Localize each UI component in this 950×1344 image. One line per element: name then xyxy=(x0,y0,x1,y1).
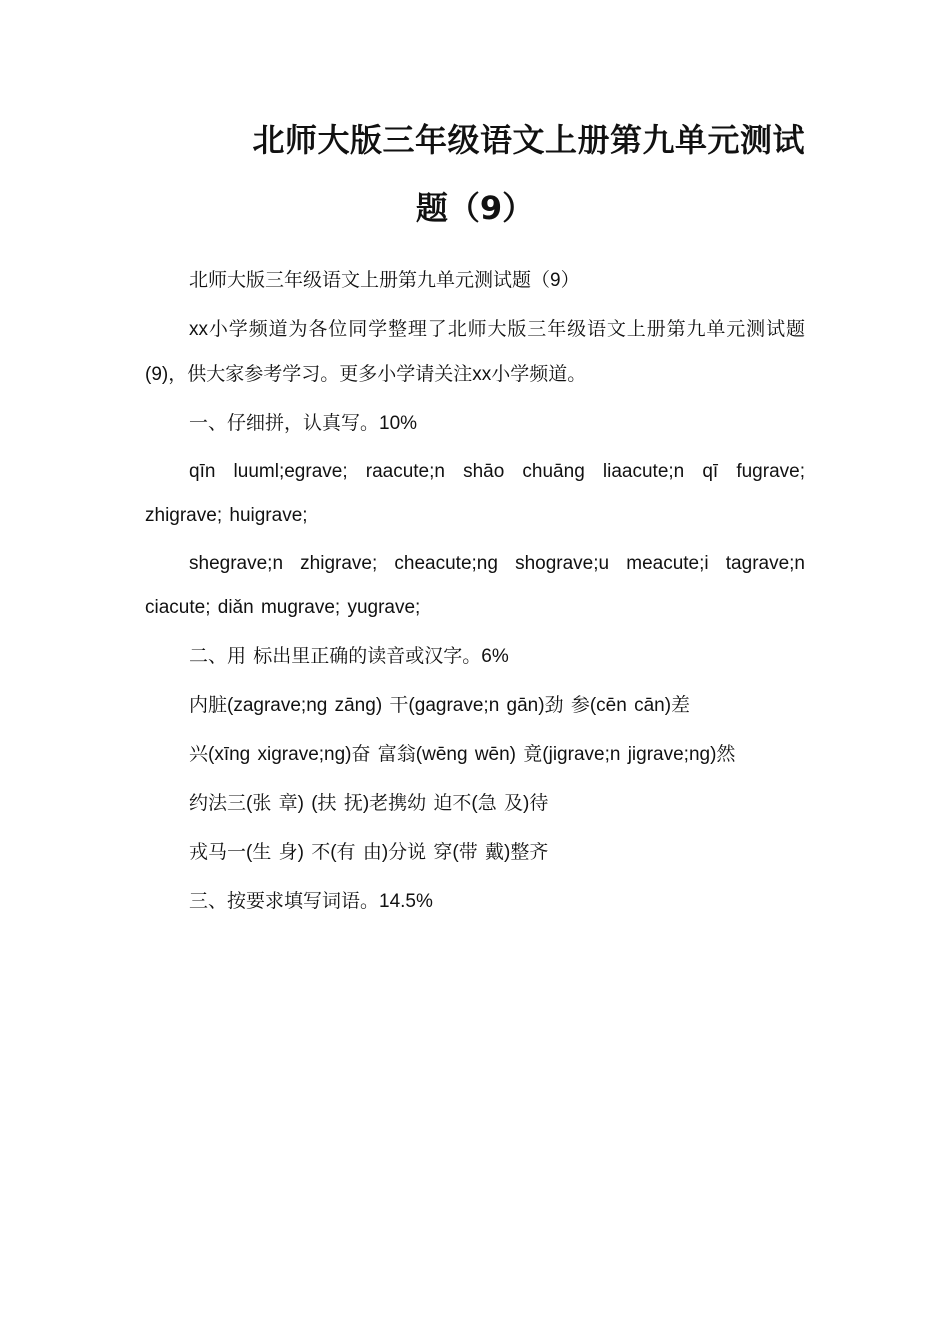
section-one-heading: 一、仔细拼，认真写。10% xyxy=(189,413,418,434)
document-title-line-1: 北师大版三年级语文上册第九单元测试 xyxy=(252,121,805,159)
exercise-line-4: 戎马一(生 身) 不(有 由)分说 穿(带 戴)整齐 xyxy=(189,842,549,863)
pinyin-line-1: qīn luuml;egrave; raacute;n shāo chuāng liaacute;n qī fugrave; zhigrave; huigrave; xyxy=(145,461,805,526)
document-title-line-2: 题（9） xyxy=(415,189,535,227)
pinyin-line-2: shegrave;n zhigrave; cheacute;ng shograve;u meacute;i tagrave;n ciacute; diǎn mugrave; yugrave; xyxy=(145,553,805,618)
exercise-line-1: 内脏(zagrave;ng zāng) 干(gagrave;n gān)劲 参(cēn cān)差 xyxy=(189,695,691,716)
section-two-heading: 二、用 标出里正确的读音或汉字。6% xyxy=(189,646,509,667)
paragraph-intro: xx小学频道为各位同学整理了北师大版三年级语文上册第九单元测试题(9)，供大家参考学习。更多小学请关注xx小学频道。 xyxy=(145,319,805,385)
paragraph-heading-repeat: 北师大版三年级语文上册第九单元测试题（9） xyxy=(189,270,580,291)
section-three-heading: 三、按要求填写词语。14.5% xyxy=(189,891,433,912)
document-body xyxy=(145,258,805,928)
exercise-line-3: 约法三(张 章) (扶 抚)老携幼 迫不(急 及)待 xyxy=(189,793,549,814)
exercise-line-2: 兴(xīng xigrave;ng)奋 富翁(wēng wēn) 竟(jigrave;n jigrave;ng)然 xyxy=(189,744,736,765)
